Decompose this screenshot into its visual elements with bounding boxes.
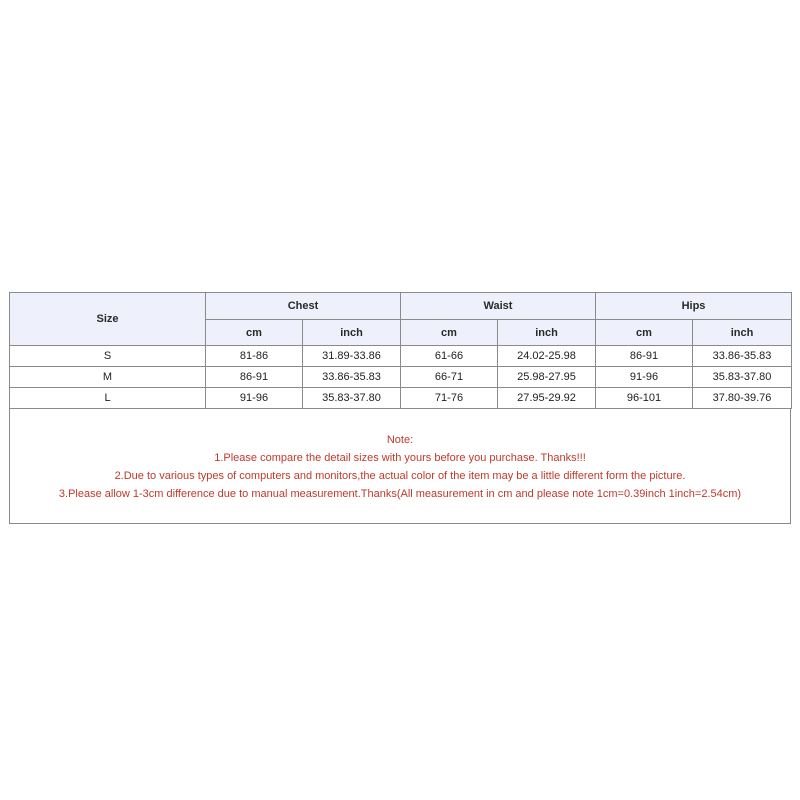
hips-header: Hips <box>596 293 792 320</box>
table-cell: 91-96 <box>596 367 693 388</box>
table-row <box>10 388 792 409</box>
table-cell: 81-86 <box>206 346 303 367</box>
notes-title: Note: <box>386 434 414 446</box>
header-row-groups <box>10 293 792 320</box>
table-cell: 71-76 <box>401 388 498 409</box>
waist-inch-header: inch <box>498 320 596 346</box>
size-table <box>9 292 792 409</box>
table-cell: 27.95-29.92 <box>498 388 596 409</box>
table-cell: 35.83-37.80 <box>693 367 792 388</box>
table-cell: 33.86-35.83 <box>303 367 401 388</box>
note-line-3: 3.Please allow 1-3cm difference due to manual measurement.Thanks(All measurement in cm and please note 1cm=0.39inch 1inch=2.54cm) <box>58 488 742 500</box>
hips-cm-header: cm <box>596 320 693 346</box>
table-cell: 37.80-39.76 <box>693 388 792 409</box>
table-cell: 61-66 <box>401 346 498 367</box>
table-cell: 35.83-37.80 <box>303 388 401 409</box>
table-row <box>10 367 792 388</box>
chest-header: Chest <box>206 293 401 320</box>
table-cell: 25.98-27.95 <box>498 367 596 388</box>
table-cell: 24.02-25.98 <box>498 346 596 367</box>
chest-inch-header: inch <box>303 320 401 346</box>
size-header: Size <box>10 293 206 346</box>
table-cell: 66-71 <box>401 367 498 388</box>
table-cell: 31.89-33.86 <box>303 346 401 367</box>
table-cell: 33.86-35.83 <box>693 346 792 367</box>
size-chart <box>9 292 791 524</box>
table-cell: 86-91 <box>206 367 303 388</box>
size-cell: M <box>10 367 206 388</box>
table-cell: 96-101 <box>596 388 693 409</box>
size-cell: L <box>10 388 206 409</box>
notes-box <box>9 409 791 524</box>
chest-cm-header: cm <box>206 320 303 346</box>
table-cell: 91-96 <box>206 388 303 409</box>
size-cell: S <box>10 346 206 367</box>
waist-cm-header: cm <box>401 320 498 346</box>
waist-header: Waist <box>401 293 596 320</box>
hips-inch-header: inch <box>693 320 792 346</box>
note-line-2: 2.Due to various types of computers and monitors,the actual color of the item may be a little different form the picture. <box>114 470 686 482</box>
table-row <box>10 346 792 367</box>
table-cell: 86-91 <box>596 346 693 367</box>
note-line-1: 1.Please compare the detail sizes with yours before you purchase. Thanks!!! <box>214 452 586 464</box>
